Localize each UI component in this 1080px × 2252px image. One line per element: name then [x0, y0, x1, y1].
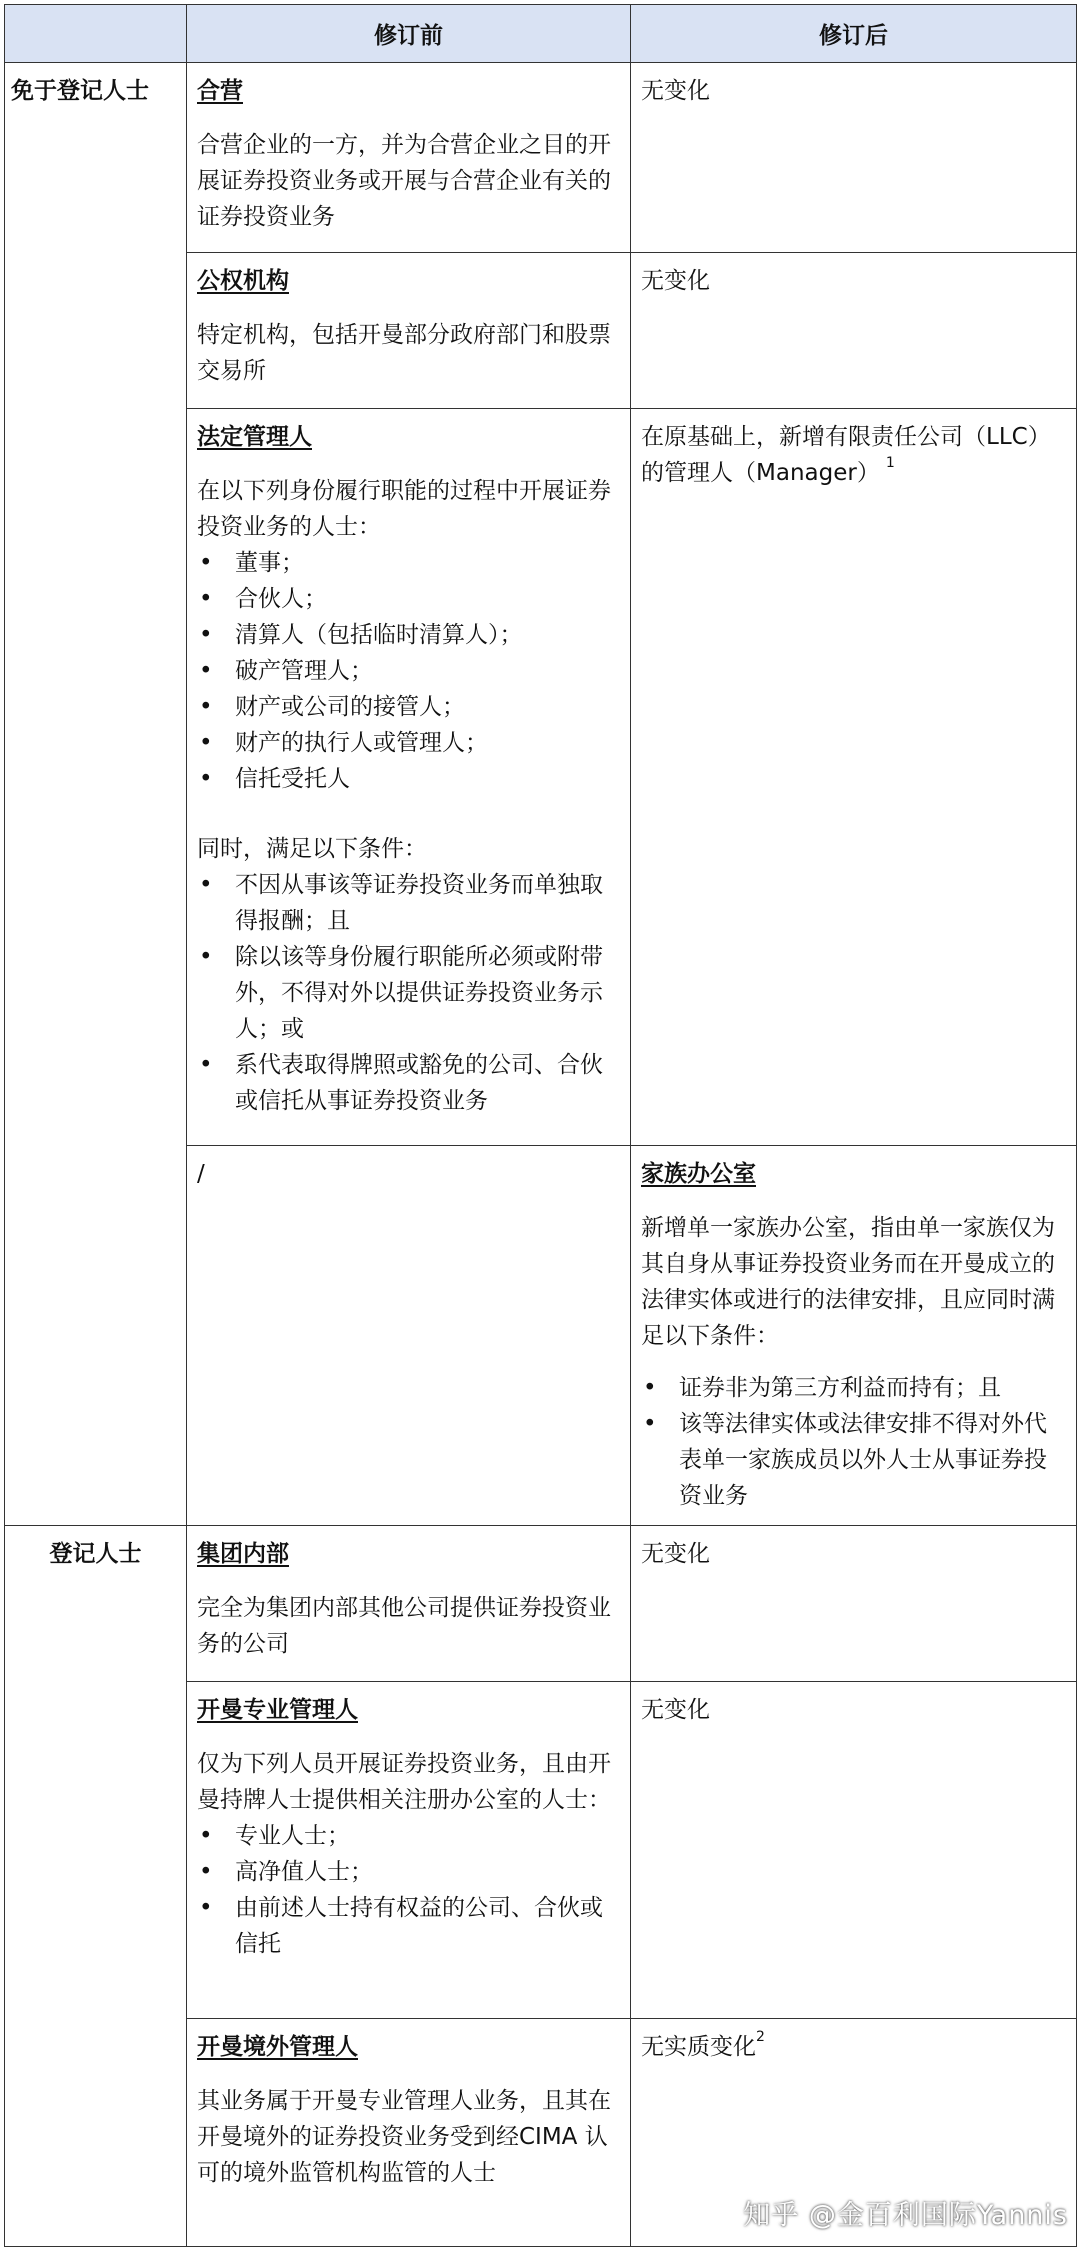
- row-text: 合营企业的一方，并为合营企业之目的开展证券投资业务或开展与合营企业有关的证券投资业务: [197, 132, 611, 230]
- table-header-row: [5, 5, 1077, 63]
- after-text-with-note: [641, 2029, 1066, 2065]
- regulation-comparison-table: [4, 4, 1077, 2247]
- cell-before: [187, 1146, 631, 1526]
- row-title: 集团内部: [197, 1541, 289, 1567]
- list-item: • 信托受托人: [197, 761, 620, 797]
- list-item: • 该等法律实体或法律安排不得对外代表单一家族成员以外人士从事证券投资业务: [641, 1406, 1066, 1514]
- list-item: • 破产管理人；: [197, 653, 620, 689]
- row-title: 开曼专业管理人: [197, 1697, 358, 1723]
- row-text: 其业务属于开曼专业管理人业务，且其在开曼境外的证券投资业务受到经CIMA 认可的境外监管机构监管的人士: [197, 2088, 611, 2186]
- cell-before: [187, 1526, 631, 1682]
- cell-before: [187, 253, 631, 409]
- list-item: • 合伙人；: [197, 581, 620, 617]
- after-text: 无变化: [641, 1697, 710, 1723]
- category-registered: 登记人士: [5, 1526, 187, 2247]
- list-item: • 由前述人士持有权益的公司、合伙或信托: [197, 1890, 620, 1962]
- row-title: 公权机构: [197, 268, 289, 294]
- category-exempt: 免于登记人士: [5, 63, 187, 1526]
- row-intro-2: 同时，满足以下条件：: [197, 836, 427, 862]
- cell-before: [187, 63, 631, 253]
- after-text: 无实质变化: [641, 2034, 756, 2060]
- condition-list: [641, 1370, 1066, 1514]
- after-text: 无变化: [641, 1541, 710, 1567]
- cell-after: [631, 1526, 1077, 1682]
- row-text: 仅为下列人员开展证券投资业务，且由开曼持牌人士提供相关注册办公室的人士：: [197, 1751, 611, 1813]
- client-list: [197, 1818, 620, 1962]
- after-text: 新增单一家族办公室，指由单一家族仅为其自身从事证券投资业务而在开曼成立的法律实体或进行的法律安排，且应同时满足以下条件：: [641, 1215, 1055, 1349]
- after-title: 家族办公室: [641, 1161, 756, 1187]
- list-item: • 财产的执行人或管理人；: [197, 725, 620, 761]
- list-item: • 高净值人士；: [197, 1854, 620, 1890]
- list-item: • 不因从事该等证券投资业务而单独取得报酬；且: [197, 867, 620, 939]
- cell-after: [631, 253, 1077, 409]
- footnote-marker: 1: [885, 455, 895, 472]
- row-text: 特定机构，包括开曼部分政府部门和股票交易所: [197, 322, 611, 384]
- list-item: • 专业人士；: [197, 1818, 620, 1854]
- list-item: • 董事；: [197, 545, 620, 581]
- header-before: 修订前: [187, 5, 631, 63]
- watermark: [735, 2193, 1068, 2232]
- list-item: • 除以该等身份履行职能所必须或附带外，不得对外以提供证券投资业务示人；或: [197, 939, 620, 1047]
- after-text-with-note: [641, 419, 1066, 491]
- cell-after: [631, 1682, 1077, 2019]
- footnote-marker: 2: [756, 2029, 765, 2046]
- row-intro: 在以下列身份履行职能的过程中开展证券投资业务的人士：: [197, 478, 611, 540]
- list-item: • 证券非为第三方利益而持有；且: [641, 1370, 1066, 1406]
- row-title: 开曼境外管理人: [197, 2034, 358, 2060]
- cell-before: [187, 2019, 631, 2247]
- list-item: • 系代表取得牌照或豁免的公司、合伙或信托从事证券投资业务: [197, 1047, 620, 1119]
- row-title: 合营: [197, 78, 243, 104]
- cell-before: [187, 1682, 631, 2019]
- row-title: 法定管理人: [197, 424, 312, 450]
- after-text: 无变化: [641, 268, 710, 294]
- after-text: 在原基础上，新增有限责任公司（LLC）的管理人（Manager）: [641, 424, 1051, 486]
- list-item: • 财产或公司的接管人；: [197, 689, 620, 725]
- cell-after: [631, 1146, 1077, 1526]
- cell-after: [631, 63, 1077, 253]
- header-after: 修订后: [631, 5, 1077, 63]
- table-row: [5, 63, 1077, 253]
- role-list: [197, 545, 620, 797]
- header-category: [5, 5, 187, 63]
- list-item: • 清算人（包括临时清算人）；: [197, 617, 620, 653]
- row-text: 完全为集团内部其他公司提供证券投资业务的公司: [197, 1595, 611, 1657]
- row-text: /: [197, 1161, 205, 1187]
- cell-before: [187, 409, 631, 1146]
- cell-after: [631, 409, 1077, 1146]
- after-text: 无变化: [641, 78, 710, 104]
- table-row: [5, 1526, 1077, 1682]
- condition-list: [197, 867, 620, 1119]
- watermark-text: 知乎 @金百利国际Yannis: [743, 2200, 1068, 2231]
